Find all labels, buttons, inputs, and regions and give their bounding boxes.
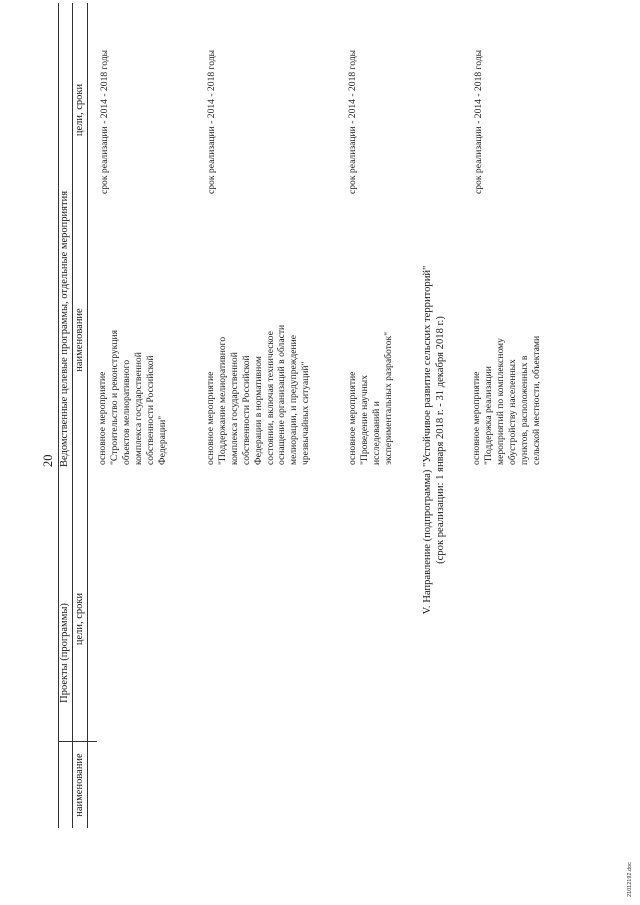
column-tick-left	[87, 741, 97, 742]
header-col-name-1: наименование	[74, 753, 85, 817]
row-2-term: срок реализации - 2014 - 2018 годы	[206, 49, 217, 194]
row-4-name: основное мероприятие "Поддержка реализации мероприятий по комплексному обустройству населенных пунктов, расположенных в сельской местности, объектами	[471, 335, 542, 465]
row-1-term: срок реализации - 2014 - 2018 годы	[99, 49, 110, 194]
header-col-goals-1: цели, сроки	[74, 592, 85, 646]
row-3-name: основное мероприятие "Проведение научных исследований и экспериментальных разработок"	[347, 331, 394, 465]
row-4-term: срок реализации - 2014 - 2018 годы	[473, 49, 484, 194]
footer-filename: 21012192.doc	[627, 862, 633, 897]
header-departmental-programs: Ведомственные целевые программы, отдельные мероприятия	[59, 190, 70, 468]
header-col-goals-2: цели, сроки	[74, 83, 85, 137]
header-projects: Проекты (программы)	[59, 603, 70, 703]
section-title: V. Направление (подпрограмма) "Устойчивое развитие сельских территорий" (срок реализации: 1 января 2018 г. - 31 декабря 2018 г.)	[422, 265, 446, 615]
row-1-name: основное мероприятие "Строительство и реконструкция объектов мелиоративного комплекса государственной собственности Российской Федерации"	[97, 329, 168, 465]
header-col-name-2: наименование	[74, 308, 85, 372]
page-number: 20	[41, 454, 55, 467]
header-group-rule	[72, 3, 73, 828]
header-bottom-rule	[87, 3, 88, 828]
row-3-term: срок реализации - 2014 - 2018 годы	[347, 49, 358, 194]
row-2-name: основное мероприятие "Поддержание мелиоративного комплекса государственной собственности Российской Федерации в нормативном состоянии, включая техническое оснащение организаций в области мелиорации, и предупреждение чрезвычайных ситуаций"	[205, 324, 312, 465]
